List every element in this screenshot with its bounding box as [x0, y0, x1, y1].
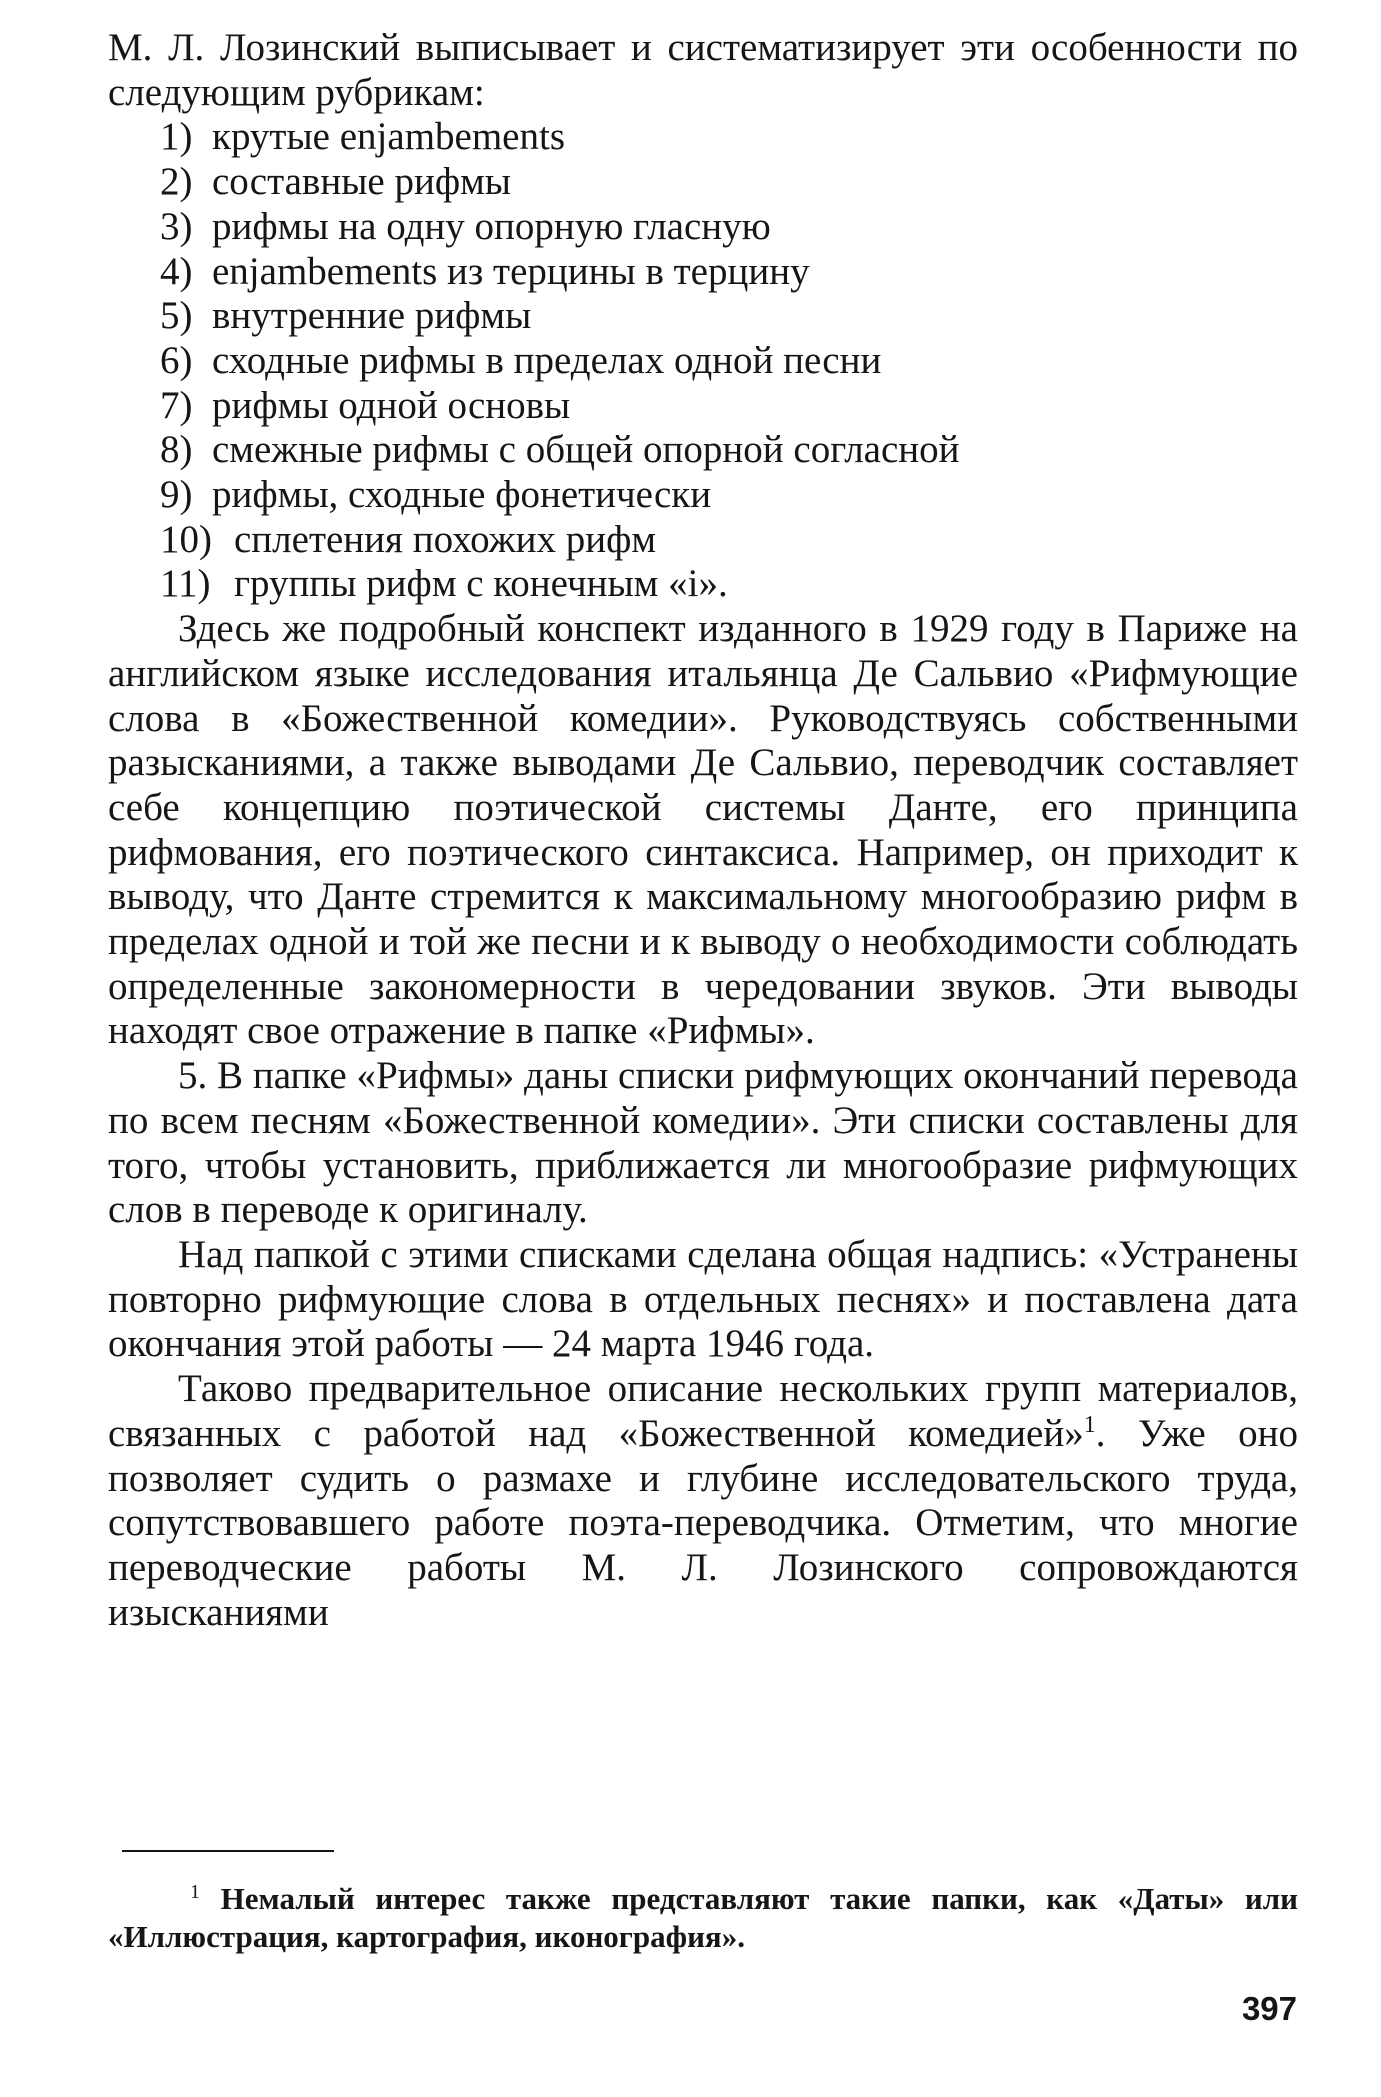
- list-item: [108, 384, 1298, 429]
- list-item: [108, 160, 1298, 205]
- page-number: 397: [1241, 1990, 1297, 2027]
- list-item-number: 8): [160, 428, 193, 472]
- list-item-text: сходные рифмы в пределах одной песни: [212, 338, 882, 382]
- list-item-text: составные рифмы: [212, 160, 511, 204]
- intro-paragraph: М. Л. Лозинский выписывает и систематизирует эти особенности по следующим рубрикам:: [108, 26, 1298, 114]
- list-item: [108, 562, 1298, 607]
- list-item-number: 1): [160, 115, 193, 159]
- list-item-number: 5): [160, 294, 193, 338]
- body-paragraph: 5. В папке «Рифмы» даны списки рифмующих окончаний перевода по всем песням «Божественной комедии». Эти списки составлены для того, чтобы установить, приближается ли многообразие рифмующих слов в переводе к оригиналу.: [108, 1054, 1298, 1232]
- list-item-number: 3): [160, 204, 193, 248]
- list-item: [108, 473, 1298, 518]
- list-item: [108, 428, 1298, 473]
- footnote: [108, 1880, 1298, 1956]
- list-item-text: внутренние рифмы: [212, 294, 532, 338]
- list-item-text: рифмы, сходные фонетически: [212, 473, 712, 517]
- paragraph-text: . Уже оно позволяет судить о размахе и глубине исследовательского труда, сопутствовавшего работе поэта-переводчика. Отметим, что многие переводческие работы М. Л. Лозинского сопровождаются изысканиями: [108, 1411, 1298, 1634]
- footnote-reference[interactable]: 1: [1083, 1411, 1096, 1438]
- list-item-number: 2): [160, 160, 193, 204]
- footnote-body: Немалый интерес также представляют такие папки, как «Даты» или «Иллюстрация, картография, иконография».: [108, 1881, 1298, 1954]
- rubric-list: [108, 115, 1298, 607]
- list-item: [108, 294, 1298, 339]
- list-item-number: 6): [160, 338, 193, 382]
- list-item: [108, 205, 1298, 250]
- list-item-text: смежные рифмы с общей опорной согласной: [212, 428, 960, 472]
- footnote-mark: 1: [190, 1881, 200, 1903]
- list-item: [108, 250, 1298, 295]
- main-text: [108, 26, 1298, 1635]
- list-item-text: крутые enjambements: [212, 115, 565, 159]
- list-item-number: 9): [160, 473, 193, 517]
- list-item: [108, 518, 1298, 563]
- body-paragraph: [108, 1367, 1298, 1635]
- list-item-text: enjambements из терцины в терцину: [212, 249, 810, 293]
- list-item-text: группы рифм с конечным «i».: [234, 562, 728, 606]
- list-item-text: рифмы на одну опорную гласную: [212, 204, 771, 248]
- list-item-number: 10): [160, 517, 212, 561]
- list-item: [108, 339, 1298, 384]
- footnote-text: [108, 1880, 1298, 1956]
- list-item-text: сплетения похожих рифм: [234, 517, 657, 561]
- paragraph-text: Таково предварительное описание нескольких групп материалов, связанных с работой над «Божественной комедией»: [108, 1367, 1298, 1455]
- body-paragraph: Над папкой с этими списками сделана общая надпись: «Устранены повторно рифмующие слова в отдельных песнях» и поставлена дата окончания этой работы — 24 марта 1946 года.: [108, 1232, 1298, 1366]
- list-item-number: 7): [160, 383, 193, 427]
- list-item-number: 11): [160, 562, 211, 606]
- body-paragraph: Здесь же подробный конспект изданного в 1929 году в Париже на английском языке исследования итальянца Де Сальвио «Рифмующие слова в «Божественной комедии». Руководствуясь собственными разысканиями, а также выводами Де Сальвио, переводчик составляет себе концепцию поэтической системы Данте, его принципа рифмования, его поэтического синтаксиса. Например, он приходит к выводу, что Данте стремится к максимальному многообразию рифм в пределах одной и той же песни и к выводу о необходимости соблюдать определенные закономерности в чередовании звуков. Эти выводы находят свое отражение в папке «Рифмы».: [108, 607, 1298, 1053]
- footnote-divider: [122, 1850, 334, 1852]
- list-item: [108, 115, 1298, 160]
- list-item-number: 4): [160, 249, 193, 293]
- list-item-text: рифмы одной основы: [212, 383, 571, 427]
